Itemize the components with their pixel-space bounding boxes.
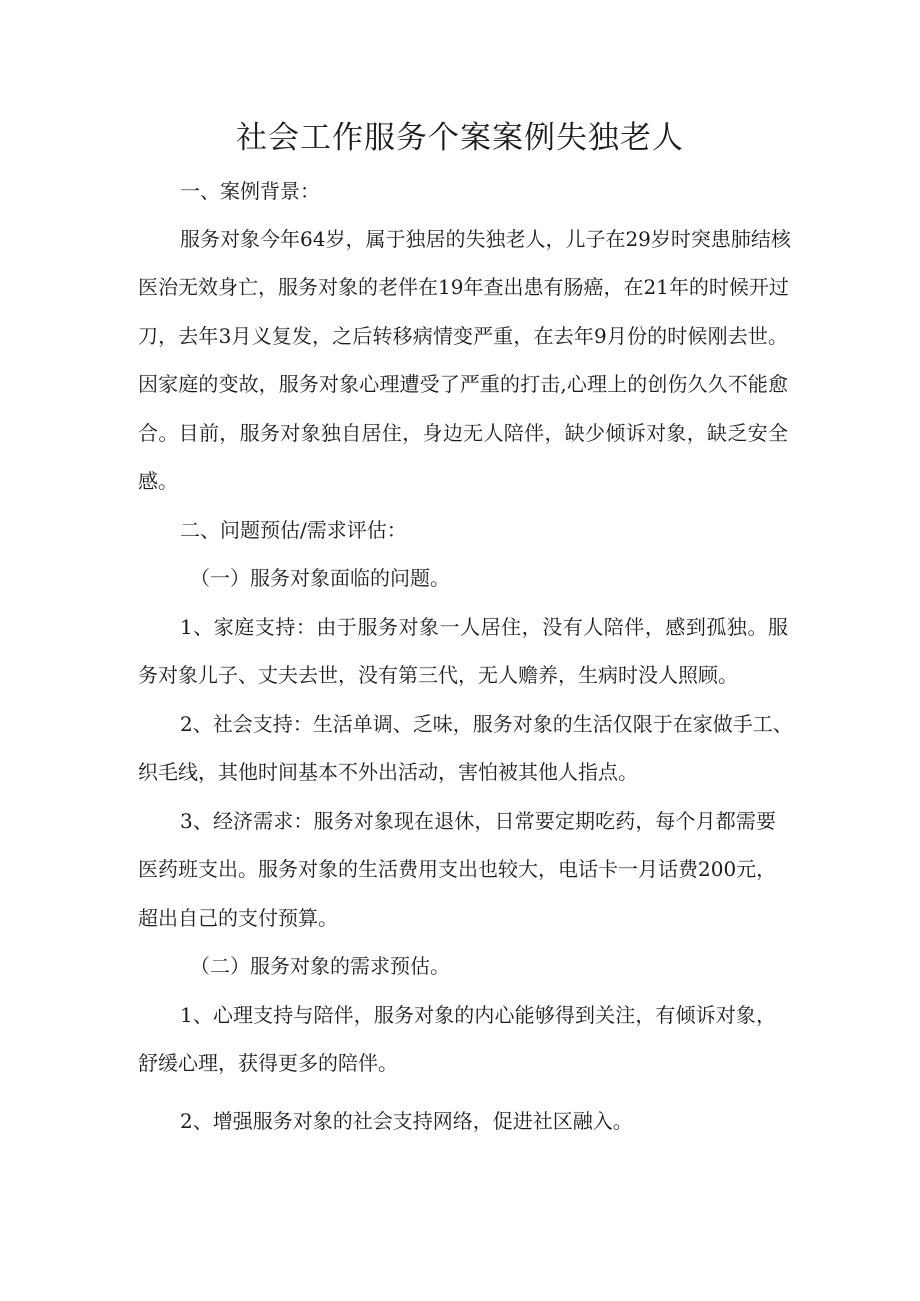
paragraph-line: 刀，去年3月义复发，之后转移病情变严重，在去年9月份的时候刚去世。 — [138, 324, 788, 348]
paragraph-line: 舒缓心理，获得更多的陪伴。 — [138, 1051, 398, 1075]
paragraph-line: 医治无效身亡，服务对象的老伴在19年查出患有肠癌，在21年的时候开过 — [138, 275, 789, 299]
paragraph-line: 1、家庭支持：由于服务对象一人居住，没有人陪伴，感到孤独。服 — [180, 615, 788, 639]
paragraph-line: 2、社会支持：生活单调、乏味，服务对象的生活仅限于在家做手工、 — [180, 712, 793, 736]
paragraph-line: 2、增强服务对象的社会支持网络，促进社区融入。 — [180, 1109, 633, 1133]
paragraph-line: 织毛线，其他时间基本不外出活动，害怕被其他人指点。 — [138, 760, 638, 784]
paragraph-line: 超出自己的支付预算。 — [138, 906, 338, 930]
document-title: 社会工作服务个案案例失独老人 — [236, 120, 684, 156]
paragraph-line: 因家庭的变故，服务对象心理遭受了严重的打击,心理上的创伤久久不能愈 — [138, 372, 788, 396]
paragraph-line: 务对象儿子、丈夫去世，没有第三代，无人赡养，生病时没人照顾。 — [138, 663, 738, 687]
section-heading-assessment: 二、问题预估/需求评估： — [180, 518, 407, 542]
paragraph-line: 服务对象今年64岁，属于独居的失独老人，儿子在29岁时突患肺结核 — [180, 227, 791, 251]
paragraph-line: 1、心理支持与陪伴，服务对象的内心能够得到关注，有倾诉对象， — [180, 1003, 776, 1027]
paragraph-line: 3、经济需求：服务对象现在退休，日常要定期吃药，每个月都需要 — [180, 809, 776, 833]
paragraph-line: 医药班支出。服务对象的生活费用支出也较大，电话卡一月话费200元， — [138, 857, 777, 881]
paragraph-line: 感。 — [138, 469, 178, 493]
section-heading-background: 一、案例背景： — [180, 179, 320, 203]
paragraph-line: 合。目前，服务对象独自居住，身边无人陪伴，缺少倾诉对象，缺乏安全 — [138, 421, 788, 445]
subsection-heading-problems: （一）服务对象面临的问题。 — [190, 566, 450, 590]
subsection-heading-needs: （二）服务对象的需求预估。 — [190, 954, 450, 978]
